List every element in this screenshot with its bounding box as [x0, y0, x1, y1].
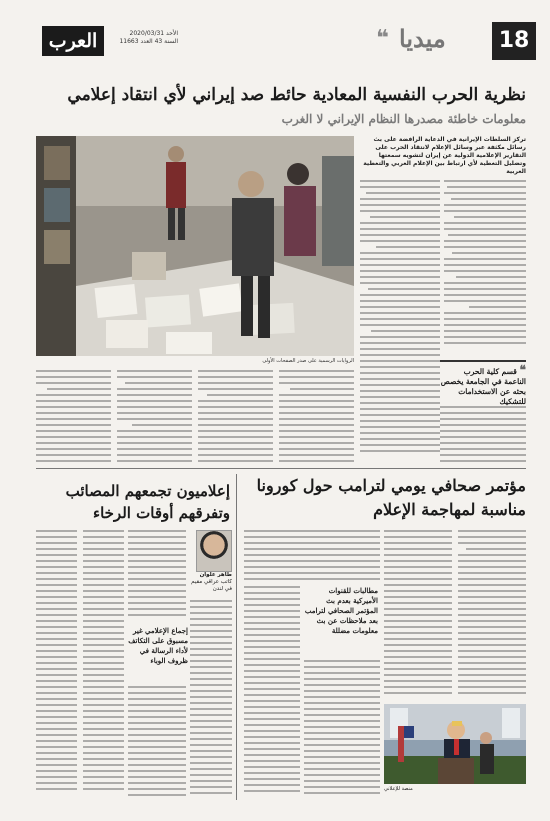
- trump-press-conference-photo: [384, 704, 526, 784]
- date-line: الأحد 2020/03/31: [129, 30, 178, 37]
- body-text-column: [128, 686, 186, 800]
- body-text-columns: [36, 370, 354, 464]
- body-text-column: [244, 530, 380, 584]
- headline-line: مؤتمر صحافي يومي لترامب حول كورونا: [256, 476, 526, 495]
- body-text-columns: [384, 530, 526, 700]
- body-text-column: [36, 530, 77, 800]
- trump-pull-quote: مطالبات للقنوات الأميركية بعدم بث المؤتمر الصحافي لترامب بعد ملاحظات عن بث معلومات مضللة: [304, 586, 378, 635]
- body-text-column: [279, 370, 354, 464]
- newsstand-photo: [36, 136, 354, 356]
- headline-line: إعلاميون تجمعهم المصائب: [65, 482, 230, 500]
- body-text-column: [117, 370, 192, 464]
- photo-caption: الروايات الرسمية على صدر الصفحات الأولى: [262, 358, 354, 364]
- pull-quote-text: قسم كلية الحرب الناعمة في الجامعة يخصص بحثه عن الاستخدامات للتشكيك: [440, 367, 526, 406]
- trump-story-headline: [240, 474, 526, 522]
- body-text-column: [360, 180, 440, 462]
- headline-line: وتفرقهم أوقات الرخاء: [93, 504, 230, 522]
- body-text-column: [458, 530, 526, 700]
- body-text-column: [440, 406, 526, 464]
- journalists-story-headline: [36, 480, 230, 524]
- body-text-column: [36, 370, 111, 464]
- body-text-column: [198, 370, 273, 464]
- section-title: ميديا: [399, 24, 446, 53]
- main-subheadline: معلومات خاطئة مصدرها النظام الإيراني لا الغرب: [281, 112, 526, 126]
- issue-line: السنة 43 العدد 11663: [119, 38, 178, 45]
- newspaper-logo: العرب: [42, 26, 104, 56]
- issue-info: [108, 30, 178, 46]
- body-text-columns: [36, 530, 124, 800]
- newsstand-photo-illustration: [36, 136, 354, 356]
- page-number: 18: [492, 22, 536, 60]
- main-headline: نظرية الحرب النفسية المعادية حائط صد إيراني لأي انتقاد إعلامي: [67, 85, 526, 105]
- author-photo: [196, 530, 232, 572]
- body-text-column: [244, 586, 300, 800]
- body-text-column: [304, 660, 380, 800]
- story-intro: تركز السلطات الإيرانية في الدعاية الرافضة على بث رسائل مكثفة عبر وسائل الإعلام لانتقاد الحرب على التقارير الإعلامية الدولية عن إيران لتشويه سمعتها وتضليل التغطية لأي ارتباط بين الإعلام الغربي والتغطية العربية: [363, 136, 526, 175]
- section-divider: [36, 468, 526, 469]
- body-text-column: [128, 530, 186, 622]
- quote-icon: ❝: [376, 26, 389, 51]
- body-text-column: [190, 600, 232, 800]
- author-name: طاهر علوان: [199, 572, 232, 578]
- body-text-column: [83, 530, 124, 800]
- pull-quote: [440, 360, 526, 407]
- press-conference-illustration: [384, 704, 526, 784]
- body-text-column: [384, 530, 452, 700]
- column-divider: [236, 474, 237, 800]
- masthead: [14, 22, 536, 68]
- author-byline: [190, 530, 232, 592]
- headline-line: مناسبة لمهاجمة الإعلام: [373, 500, 526, 519]
- trump-photo-caption: منصة للإعلاني: [384, 786, 413, 792]
- journalists-pull-quote: إجماع الإعلامي غير مسبوق على التكاتف لأداء الرسالة في ظروف الوباء: [128, 626, 188, 665]
- author-title: كاتب عراقي مقيم في لندن: [191, 579, 232, 592]
- body-text-column: [444, 180, 526, 356]
- quote-icon: ❝: [519, 363, 526, 377]
